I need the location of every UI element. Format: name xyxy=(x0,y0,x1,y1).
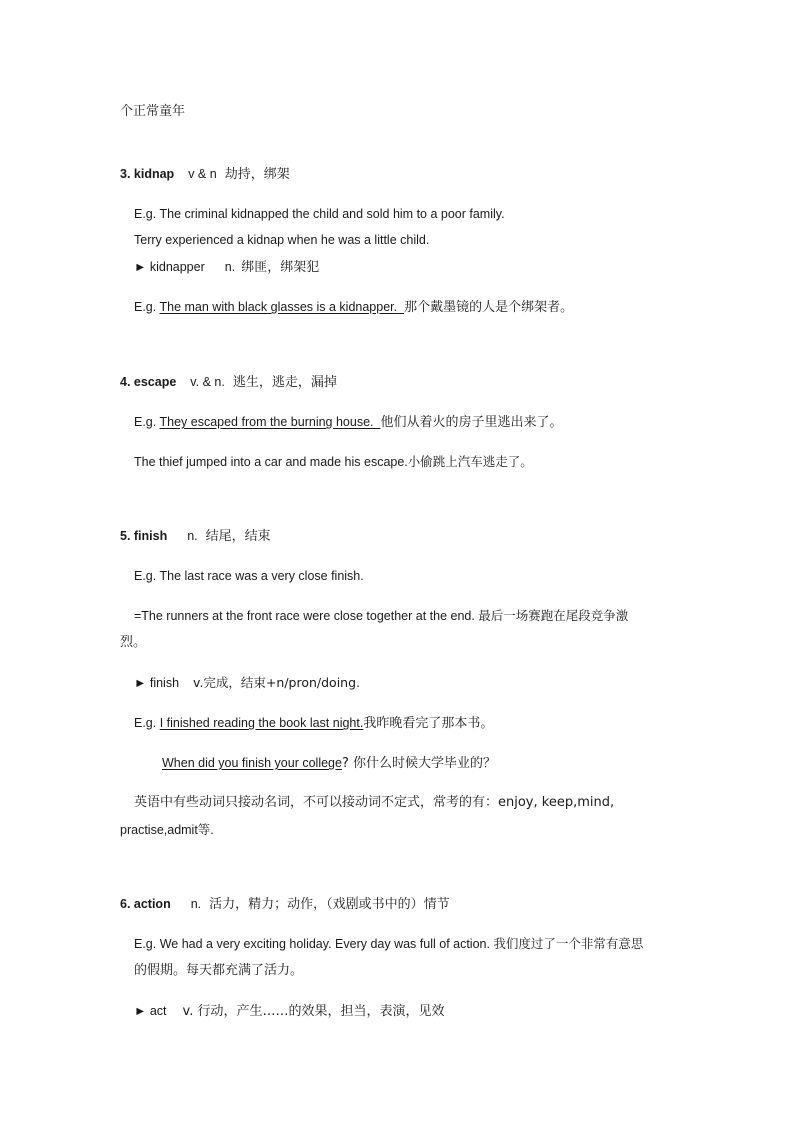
meaning: 活力，精力；动作，（戏剧或书中的）情节 xyxy=(209,897,450,912)
underlined-example: The man with black glasses is a kidnapper. xyxy=(159,300,398,314)
part-of-speech: n. xyxy=(187,529,198,543)
entry-heading-kidnap xyxy=(120,166,290,183)
underlined-example: I finished reading the book last night. xyxy=(159,716,364,730)
eg-prefix: E.g. xyxy=(134,415,160,429)
meaning: 结尾，结束 xyxy=(205,529,271,544)
part-of-speech: v & n xyxy=(188,167,217,181)
derived-definition: v. 行动，产生……的效果，担当，表演，见效 xyxy=(182,1004,445,1019)
example-sentence: Terry experienced a kidnap when he was a little child. xyxy=(134,233,430,247)
head-word: 5. finish xyxy=(120,529,168,543)
example-translation: 那个戴墨镜的人是个绑架者。 xyxy=(404,300,574,315)
example-sentence xyxy=(134,414,562,431)
meaning: 劫持，绑架 xyxy=(224,167,290,182)
underlined-example: When did you finish your college xyxy=(162,756,342,770)
example-translation: ? 你什么时候大学毕业的？ xyxy=(341,756,497,771)
example-sentence: E.g. We had a very exciting holiday. Every day was full of action. 我们度过了一个非常有意思 xyxy=(134,937,644,951)
example-sentence xyxy=(134,299,573,316)
example-sentence: E.g. The criminal kidnapped the child and sold him to a poor family. xyxy=(134,207,505,221)
derived-meaning: 绑匪，绑架犯 xyxy=(241,260,320,275)
derived-word-act xyxy=(134,1003,444,1020)
entry-heading-finish xyxy=(120,528,271,545)
example-translation: 他们从着火的房子里逃出来了。 xyxy=(380,415,563,430)
grammar-note-continued: practise,admit等. xyxy=(120,823,214,837)
derived-pos: n. xyxy=(224,260,236,274)
derived-word: ► act xyxy=(134,1004,167,1018)
meaning: 逃生，逃走，漏掉 xyxy=(232,375,337,390)
example-sentence: E.g. The last race was a very close finish. xyxy=(134,569,364,583)
entry-heading-action xyxy=(120,896,450,913)
example-sentence-continued: 烈。 xyxy=(120,635,147,650)
derived-word-finish xyxy=(134,675,360,691)
intro-text: 个正常童年 xyxy=(120,104,186,119)
entry-heading-escape xyxy=(120,374,337,391)
underlined-example: They escaped from the burning house. xyxy=(159,415,374,429)
part-of-speech: v. & n. xyxy=(190,375,225,389)
eg-prefix: E.g. xyxy=(134,716,160,730)
example-translation: 我昨晚看完了那本书。 xyxy=(363,716,494,731)
example-sentence xyxy=(162,755,496,772)
head-word: 4. escape xyxy=(120,375,177,389)
example-sentence: The thief jumped into a car and made his escape.小偷跳上汽车逃走了。 xyxy=(134,455,533,469)
derived-word: ► kidnapper xyxy=(134,260,205,274)
grammar-note: 英语中有些动词只接动名词，不可以接动词不定式，常考的有：enjoy, keep,mind, xyxy=(134,795,615,810)
derived-word: ► finish xyxy=(134,676,180,690)
example-sentence-continued: 的假期。每天都充满了活力。 xyxy=(134,963,304,978)
derived-definition: v.完成，结束+n/pron/doing. xyxy=(193,675,361,690)
head-word: 3. kidnap xyxy=(120,167,175,181)
example-sentence xyxy=(134,715,493,732)
derived-word-kidnapper xyxy=(134,259,319,276)
eg-prefix: E.g. xyxy=(134,300,160,314)
example-sentence: =The runners at the front race were close together at the end. 最后一场赛跑在尾段竞争激 xyxy=(134,609,629,623)
head-word: 6. action xyxy=(120,897,171,911)
part-of-speech: n. xyxy=(190,897,202,911)
